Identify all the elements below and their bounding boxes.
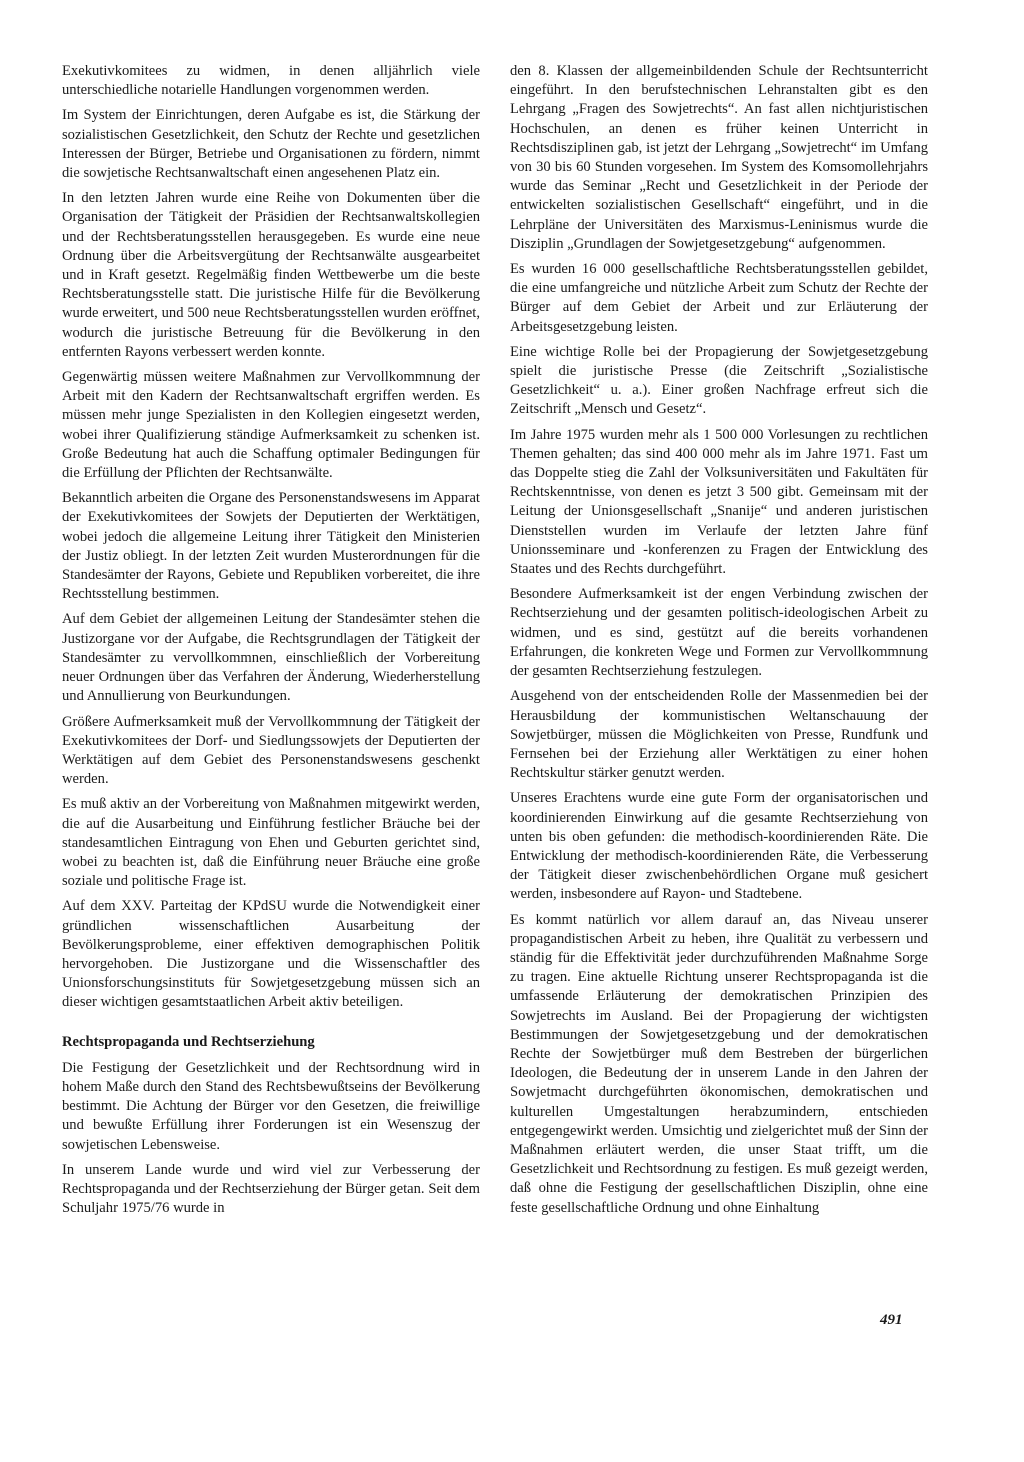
paragraph: Es wurden 16 000 gesellschaftliche Rechtsberatungsstellen gebildet, die eine umfangreiche und nützliche Arbeit zum Schutz der Rechte der Bürger auf dem Gebiet der Arbeit und zur Erläuterung der Arbeitsgesetzgebung leisten. xyxy=(510,261,928,335)
paragraph: den 8. Klassen der allgemeinbildenden Schule der Rechtsunterricht eingeführt. In den berufstechnischen Lehranstalten gibt es den Lehrgang „Fragen des Sowjetrechts“. An fast allen nichtjuristischen Hochschulen, an denen es früher keinen Unterricht in Rechtsdisziplinen gab, ist jetzt der Lehrgang „Sowjetrecht“ im Umfang von 30 bis 60 Stunden vorgesehen. Im System des Komsomollehrjahrs wurde das Seminar „Recht und Gesetzlichkeit in der Periode der entwickelten sozialistischen Gesellschaft“ eingeführt, und in die Lehrpläne der Universitäten des Marxismus-Leninismus wurde die Disziplin „Grundlagen der Sowjetgesetzgebung“ aufgenommen. xyxy=(510,63,928,252)
paragraph: Größere Aufmerksamkeit muß der Vervollkommnung der Tätigkeit der Exekutivkomitees der Dorf- und Siedlungssowjets der Deputierten der Werktätigen auf dem Gebiet des Personenstandswesens geschenkt werden. xyxy=(62,713,480,788)
paragraph: Eine wichtige Rolle bei der Propagierung der Sowjetgesetzgebung spielt die juristische Presse (die Zeitschrift „Sozialistische Gesetzlichkeit“ u. a.). Einer großen Nachfrage erfreut sich die Zeitschrift „Mensch und Gesetz“. xyxy=(510,343,928,418)
paragraph: Gegenwärtig müssen weitere Maßnahmen zur Vervollkommnung der Arbeit mit den Kadern der Rechtsanwaltschaft ergriffen werden. Es müssen mehr junge Spezialisten in den Kollegien eingesetzt werden, wobei ihrer Qualifizierung ständige Aufmerksamkeit zu schenken ist. Große Bedeutung hat auch die Schaffung optimaler Bedingungen für die Erfüllung der Pflichten der Rechtsanwälte. xyxy=(62,369,480,482)
paragraph: In den letzten Jahren wurde eine Reihe von Dokumenten über die Organisation der Tätigkeit der Präsidien der Rechtsanwaltskollegien und der Rechtsberatungsstellen herausgegeben. Es wurde eine neue Ordnung über die Arbeitsvergütung der Rechtsanwälte ausgearbeitet und in Kraft gesetzt. Regelmäßig finden Wettbewerbe um die beste Rechtsberatungsstelle statt. Die juristische Hilfe für die Bevölkerung wurde erweitert, und 500 neue Rechtsberatungsstellen wurden eröffnet, wodurch die juristische Betreuung für die Bevölkerung in den entfernten Rayons verbessert werden konnte. xyxy=(62,190,480,360)
paragraph: Die Festigung der Gesetzlichkeit und der Rechtsordnung wird in hohem Maße durch den Stand des Rechtsbewußtseins der Bevölkerung bestimmt. Die Achtung der Bürger vor den Gesetzen, die freiwillige und bewußte Erfüllung ihrer Forderungen ist ein Wesenszug der sowjetischen Lebensweise. xyxy=(62,1059,480,1153)
paragraph: Unseres Erachtens wurde eine gute Form der organisatorischen und koordinierenden Einwirkung auf die gesamte Rechtserziehung von unten bis oben gefunden: die methodisch-koordinierenden Räte. Die Entwicklung der methodisch-koordinierenden Räte, die Verbesserung der Tätigkeit dieser zwischenbehördlichen Organe muß gesichert werden, insbesondere auf Rayon- und Stadtebene. xyxy=(510,790,928,903)
left-column xyxy=(62,62,480,1224)
paragraph: Auf dem Gebiet der allgemeinen Leitung der Standesämter stehen die Justizorgane vor der Aufgabe, die Rechtsgrundlagen der Tätigkeit der Standesämter zu vervollkommnen, einschließlich der Vorbereitung neuer Ordnungen über das Verfahren der Änderung, Wiederherstellung und Annullierung von Beurkundungen. xyxy=(62,611,480,705)
paragraph: Im System der Einrichtungen, deren Aufgabe es ist, die Stärkung der sozialistischen Gesetzlichkeit, den Schutz der Rechte und gesetzlichen Interessen der Bürger, Betriebe und Organisationen zu fördern, nimmt die sowjetische Rechtsanwaltschaft einen angesehenen Platz ein. xyxy=(62,107,480,182)
paragraph: Besondere Aufmerksamkeit ist der engen Verbindung zwischen der Rechtserziehung und der gesamten politisch-ideologischen Arbeit zu widmen, und es sind, gestützt auf die bereits vorhandenen Erfahrungen, die konkreten Wege und Formen zur Vervollkommnung der gesamten Rechtserziehung festzulegen. xyxy=(510,586,928,680)
page-number: 491 xyxy=(880,1312,903,1328)
section-heading: Rechtspropaganda und Rechtserziehung xyxy=(62,1033,315,1050)
paragraph: Ausgehend von der entscheidenden Rolle der Massenmedien bei der Herausbildung der kommunistischen Weltanschauung der Sowjetbürger, müssen die Möglichkeiten von Presse, Rundfunk und Fernsehen bei der Erziehung aller Werktätigen zu einer hohen Rechtskultur stärker genutzt werden. xyxy=(510,688,928,782)
right-column xyxy=(510,62,928,1224)
paragraph: In unserem Lande wurde und wird viel zur Verbesserung der Rechtspropaganda und der Rechtserziehung der Bürger getan. Seit dem Schuljahr 1975/76 wurde in xyxy=(62,1161,480,1217)
paragraph: Es muß aktiv an der Vorbereitung von Maßnahmen mitgewirkt werden, die auf die Ausarbeitung und Einführung festlicher Bräuche bei der standesamtlichen Eintragung von Ehen und Geburten gerichtet sind, wobei zu beachten ist, daß die Einführung neuer Bräuche eine große soziale und politische Frage ist. xyxy=(62,796,480,890)
paragraph: Bekanntlich arbeiten die Organe des Personenstandswesens im Apparat der Exekutivkomitees der Sowjets der Deputierten der Werktätigen, wobei jedoch die allgemeine Leitung ihrer Tätigkeit den Ministerien der Justiz obliegt. In der letzten Zeit wurden Musterordnungen für die Standesämter der Rayons, Gebiete und Republiken vorbereitet, die ihre Rechtsstellung bestimmen. xyxy=(62,490,480,603)
paragraph: Im Jahre 1975 wurden mehr als 1 500 000 Vorlesungen zu rechtlichen Themen gehalten; das sind 400 000 mehr als im Jahre 1971. Fast um das Doppelte stieg die Zahl der Volksuniversitäten und Fakultäten für Rechtskenntnisse, von denen es jetzt 3 500 gibt. Gemeinsam mit der Leitung der Unionsgesellschaft „Snanije“ und anderen juristischen Dienststellen wurden im Verlaufe der letzten Jahre fünf Unionsseminare und -konferenzen zu Fragen der Entwicklung des Staates und des Rechts durchgeführt. xyxy=(510,426,928,578)
paragraph: Exekutivkomitees zu widmen, in denen alljährlich viele unterschiedliche notarielle Handlungen vorgenommen werden. xyxy=(62,63,480,99)
paragraph: Es kommt natürlich vor allem darauf an, das Niveau unserer propagandistischen Arbeit zu heben, ihre Qualität zu verbessern und ständig für die Effektivität jeder durchzuführenden Maßnahme Sorge zu tragen. Eine aktuelle Richtung unserer Rechtspropaganda ist die umfassende Erläuterung der demokratischen Prinzipien des Sowjetrechts im Ausland. Bei der Propagierung der wichtigsten Bestimmungen der Sowjetgesetzgebung und der demokratischen Rechte der Sowjetbürger muß dem Bestreben der bürgerlichen Ideologen, die Bedeutung der in unserem Lande in den Jahren der Sowjetmacht durchgeführten ökonomischen, demokratischen und kulturellen Umgestaltungen herabzumindern, entschieden entgegengewirkt werden. Umsichtig und zielgerichtet muß der Sinn der Maßnahmen erläutert werden, die unser Staat trifft, um die Gesetzlichkeit und Rechtsordnung zu festigen. Es muß gezeigt werden, daß ohne die Festigung der gesellschaftlichen Disziplin, ohne eine feste gesellschaftliche Ordnung und ohne Einhaltung xyxy=(510,911,928,1216)
paragraph: Auf dem XXV. Parteitag der KPdSU wurde die Notwendigkeit einer gründlichen wissenschaftlichen Ausarbeitung der Bevölkerungsprobleme, einer effektiven demographischen Politik hervorgehoben. Die Justizorgane und die Wissenschaftler des Unionsforschungsinstituts für Sowjetgesetzgebung müssen sich an dieser wichtigen gesamtstaatlichen Arbeit aktiv beteiligen. xyxy=(62,898,480,1011)
